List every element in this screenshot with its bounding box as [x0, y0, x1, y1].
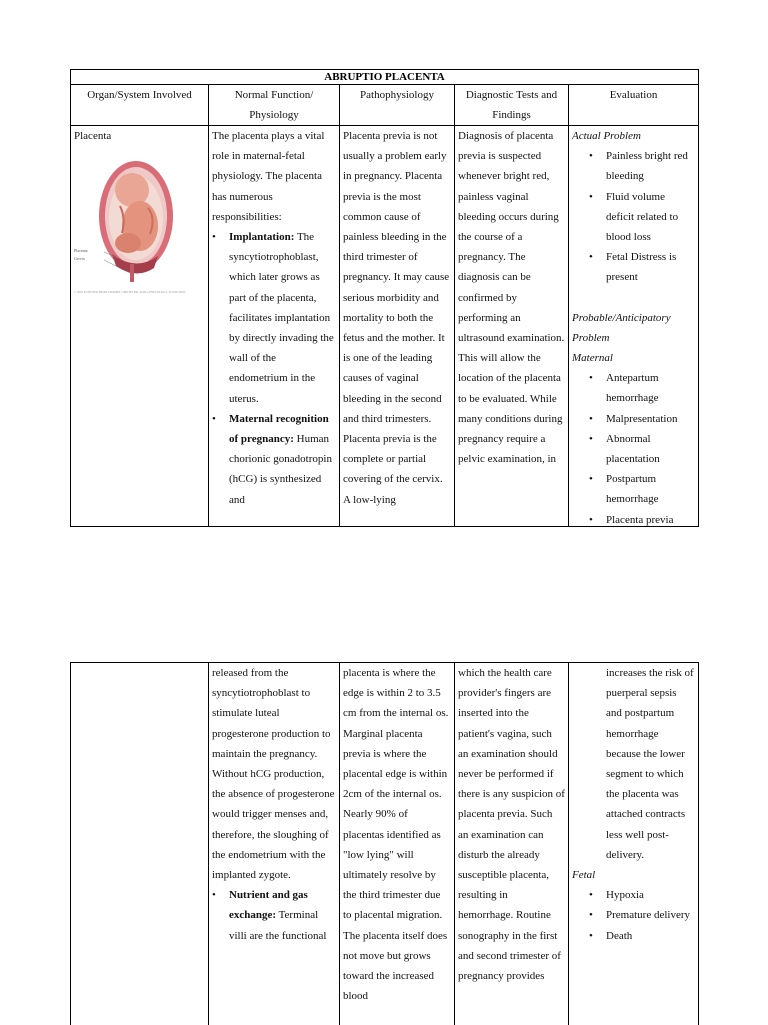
item-text: Terminal villi are the functional [229, 909, 326, 941]
patho-text-cont: placenta is where the edge is within 2 to 3.5 cm from the internal os. Marginal placenta previa is where the placental edge is within 2cm of the internal os. Nearly 90% of placentas identified as "low lying" will ultimately resolve by the third trimester due to placental migration. The placenta itself does not move but grows toward the increased blood [343, 663, 451, 1025]
list-item: • Abnormal placentation [606, 429, 695, 469]
actual-problem-list [572, 146, 695, 287]
organ-name: Placenta [74, 126, 205, 146]
cervix-label: Cervix [74, 256, 85, 261]
item-term: Implantation: [229, 231, 294, 243]
list-item: • Antepartum hemorrhage [606, 368, 695, 408]
normal-list-cont [212, 885, 336, 946]
patho-text: Placenta previa is not usually a problem early in pregnancy. Placenta previa is the most common cause of painless bleeding in the third trimester of pregnancy. It may cause serious morbidity and mortality to both the fetus and the mother. It is one of the leading causes of vaginal bleeding in the second and third trimesters. Placenta previa is the complete or partial covering of the cervix. A low-lying [343, 126, 451, 526]
diagnostic-cell [455, 126, 569, 527]
list-item: • Premature delivery [606, 905, 695, 925]
list-item: • Malpresentation [606, 409, 695, 429]
evaluation-cell-cont [569, 663, 699, 1025]
header-pathophysiology: Pathophysiology [340, 85, 455, 126]
maternal-heading: Maternal [572, 348, 695, 368]
list-item: • Fluid volume deficit related to blood loss [606, 187, 695, 248]
probable-problem-heading: Probable/Anticipatory Problem [572, 308, 695, 348]
item-text: The syncytiotrophoblast, which later grows as part of the placenta, facilitates implantation by directly invading the wall of the endometrium in the uterus. [229, 231, 334, 405]
normal-cont-text: released from the syncytiotrophoblast to stimulate luteal progesterone production to maintain the pregnancy. Without hCG production, the absence of progesterone would trigger menses and, therefore, the sloughing of the endometrium with the implanted zygote. [212, 667, 334, 881]
item-text: Human chorionic gonadotropin (hCG) is synthesized and [229, 433, 332, 506]
list-item: • Death [606, 926, 695, 946]
placenta-illustration [74, 148, 194, 288]
list-item [229, 409, 336, 510]
list-item: • Painless bright red bleeding [606, 146, 695, 186]
list-item: • Postpartum hemorrhage [606, 469, 695, 509]
normal-intro: The placenta plays a vital role in maternal-fetal physiology. The placenta has numerous responsibilities: [212, 130, 324, 223]
pathophysiology-cell-cont [340, 663, 455, 1025]
figure-caption: © 2005 ELSEVIER FROM MANDEL: OBSTETRIC AND GYNECOLOGY, 3rd EDITION [74, 290, 205, 294]
header-normal-function: Normal Function/ Physiology [209, 85, 340, 126]
diagnostic-cell-cont [455, 663, 569, 1025]
fetal-list [572, 885, 695, 946]
organ-cell [71, 126, 209, 527]
placenta-label: Placenta [74, 248, 88, 253]
maternal-list [572, 368, 695, 526]
evaluation-cell [569, 126, 699, 527]
list-item: • Hypoxia [606, 885, 695, 905]
item-term: Maternal recognition of pregnancy: [229, 413, 329, 445]
list-item [229, 885, 336, 946]
header-diagnostic: Diagnostic Tests and Findings [455, 85, 569, 126]
evaluation-cont-text: increases the risk of puerperal sepsis and postpartum hemorrhage because the lower segment to which the placenta was attached contracts less well post-delivery. [572, 663, 695, 865]
care-plan-table-page-1 [70, 69, 699, 527]
diagnostic-text-cont: which the health care provider's fingers are inserted into the patient's vagina, such an examination should never be performed if there is any suspicion of placenta previa. Such an examination can disturb the already susceptible placenta, resulting in hemorrhage. Routine sonography in the first and second trimester of pregnancy provides [458, 663, 565, 1025]
fetus-in-uterus-image [74, 148, 194, 288]
diagnostic-text: Diagnosis of placenta previa is suspected whenever bright red, painless vaginal bleeding occurs during the course of a pregnancy. The diagnosis can be confirmed by performing an ultrasound examination. This will allow the location of the placenta to be evaluated. While many conditions during pregnancy require a pelvic examination, in [458, 126, 565, 526]
actual-problem-heading: Actual Problem [572, 126, 695, 146]
header-organ: Organ/System Involved [71, 85, 209, 126]
normal-list [212, 227, 336, 510]
pathophysiology-cell [340, 126, 455, 527]
list-item: • Fetal Distress is present [606, 247, 695, 287]
header-evaluation: Evaluation [569, 85, 699, 126]
table-title: ABRUPTIO PLACENTA [71, 70, 699, 85]
fetal-heading: Fetal [572, 865, 695, 885]
list-item: • Placenta previa [606, 510, 695, 526]
list-item [229, 227, 336, 409]
care-plan-table-page-2 [70, 662, 699, 1025]
normal-function-cell [209, 126, 340, 527]
organ-cell-cont [71, 663, 209, 1025]
normal-function-cell-cont [209, 663, 340, 1025]
item-term: Nutrient and gas exchange: [229, 889, 308, 921]
